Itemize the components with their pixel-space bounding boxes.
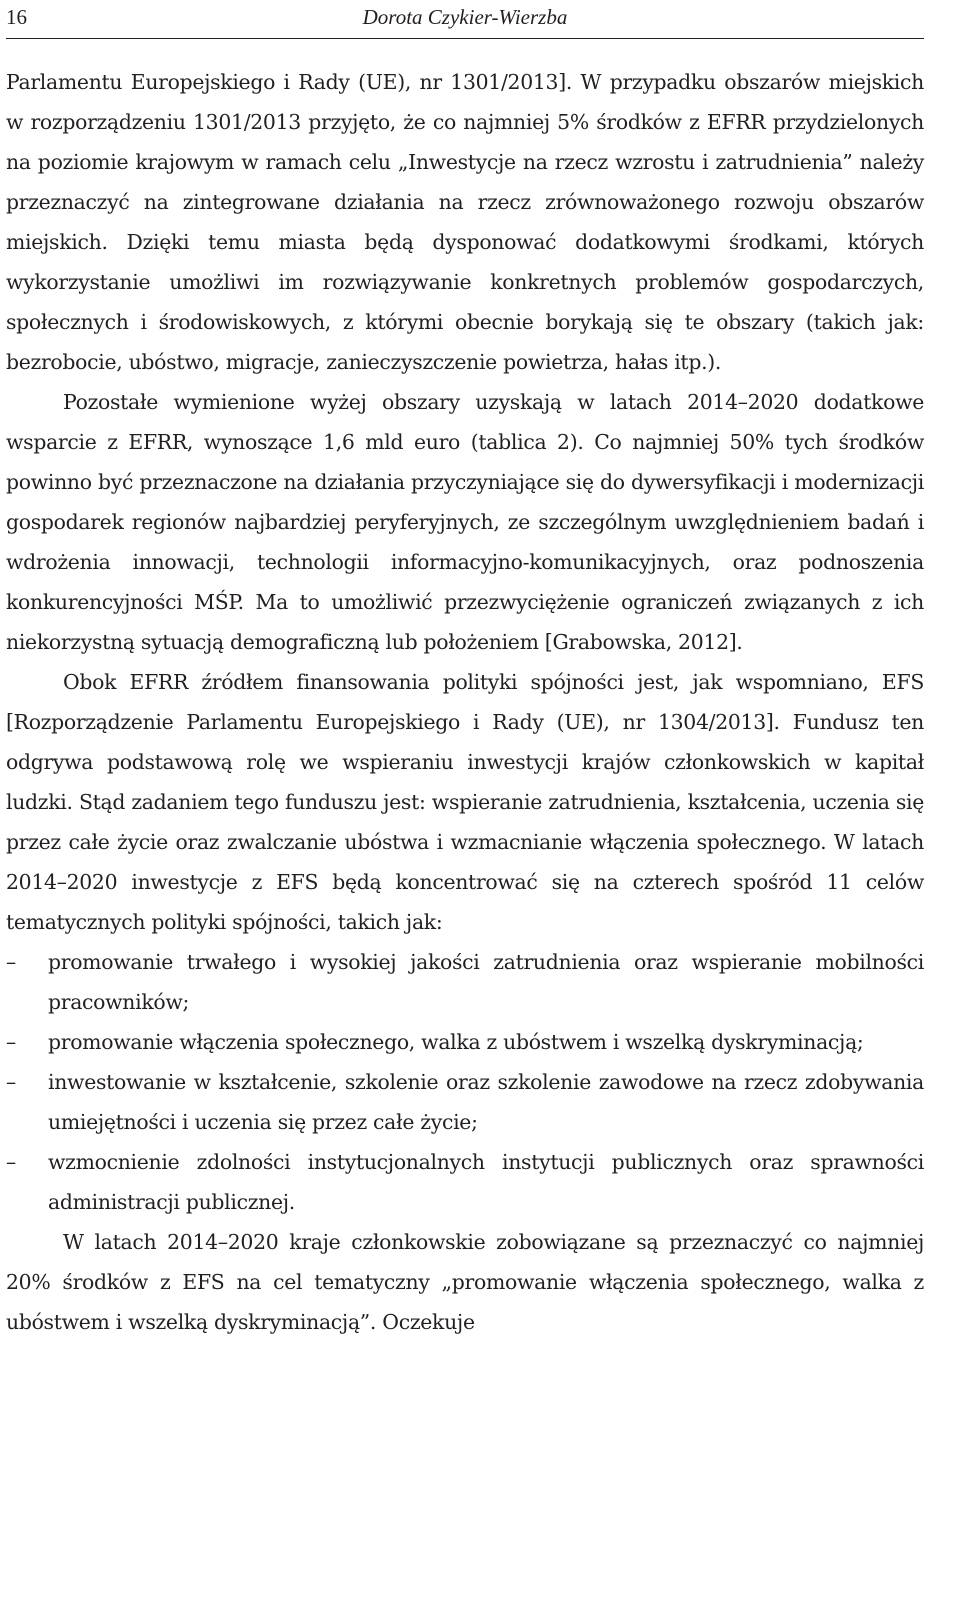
dash-marker: – <box>6 1150 16 1174</box>
dash-marker: – <box>6 950 16 974</box>
list-item <box>6 942 924 1022</box>
page-header <box>6 0 924 39</box>
list-item-text: promowanie trwałego i wysokiej jakości zatrudnienia oraz wspieranie mobilności pracowników; <box>48 950 924 1014</box>
paragraph-3: Obok EFRR źródłem finansowania polityki spójności jest, jak wspomniano, EFS [Rozporządzenie Parlamentu Europejskiego i Rady (UE), nr 1304/2013]. Fundusz ten odgrywa podstawową rolę we wspieraniu inwestycji krajów członkowskich w kapitał ludzki. Stąd zadaniem tego funduszu jest: wspieranie zatrudnienia, kształcenia, uczenia się przez całe życie oraz zwalczanie ubóstwa i wzmacnianie włączenia społecznego. W latach 2014–2020 inwestycje z EFS będą koncentrować się na czterech spośród 11 celów tematycznych polityki spójności, takich jak: <box>6 670 924 934</box>
list-item-text: inwestowanie w kształcenie, szkolenie oraz szkolenie zawodowe na rzecz zdobywania umiejętności i uczenia się przez całe życie; <box>48 1070 924 1134</box>
dash-marker: – <box>6 1070 16 1094</box>
list-item <box>6 1062 924 1142</box>
list-item-text: promowanie włączenia społecznego, walka z ubóstwem i wszelką dyskryminacją; <box>48 1030 864 1054</box>
document-page <box>6 0 924 1334</box>
paragraph-2: Pozostałe wymienione wyżej obszary uzyskają w latach 2014–2020 dodatkowe wsparcie z EFRR, wynoszące 1,6 mld euro (tablica 2). Co najmniej 50% tych środków powinno być przeznaczone na działania przyczyniające się do dywersyfikacji i modernizacji gospodarek regionów najbardziej peryferyjnych, ze szczególnym uwzględnieniem badań i wdrożenia innowacji, technologii informacyjno-komunikacyjnych, oraz podnoszenia konkurencyjności MŚP. Ma to umożliwić przezwyciężenie ograniczeń związanych z ich niekorzystną sytuacją demograficzną lub położeniem [Grabowska, 2012]. <box>6 390 924 654</box>
body-text <box>6 62 924 1342</box>
paragraph-1: Parlamentu Europejskiego i Rady (UE), nr 1301/2013]. W przypadku obszarów miejskich w rozporządzeniu 1301/2013 przyjęto, że co najmniej 5% środków z EFRR przydzielonych na poziomie krajowym w ramach celu „Inwestycje na rzecz wzrostu i zatrudnienia” należy przeznaczyć na zintegrowane działania na rzecz zrównoważonego rozwoju obszarów miejskich. Dzięki temu miasta będą dysponować dodatkowymi środkami, których wykorzystanie umożliwi im rozwiązywanie konkretnych problemów gospodarczych, społecznych i środowiskowych, z którymi obecnie borykają się te obszary (takich jak: bezrobocie, ubóstwo, migracje, zanieczyszczenie powietrza, hałas itp.). <box>6 70 924 374</box>
page-number: 16 <box>6 5 27 29</box>
dash-marker: – <box>6 1030 16 1054</box>
list-item <box>6 1022 924 1062</box>
objectives-list <box>6 942 924 1222</box>
paragraph-4: W latach 2014–2020 kraje członkowskie zobowiązane są przeznaczyć co najmniej 20% środków z EFS na cel tematyczny „promowanie włączenia społecznego, walka z ubóstwem i wszelką dyskryminacją”. Oczekuje <box>6 1230 924 1334</box>
running-head-author: Dorota Czykier-Wierzba <box>362 5 568 29</box>
list-item-text: wzmocnienie zdolności instytucjonalnych instytucji publicznych oraz sprawności administracji publicznej. <box>48 1150 924 1214</box>
list-item <box>6 1142 924 1222</box>
